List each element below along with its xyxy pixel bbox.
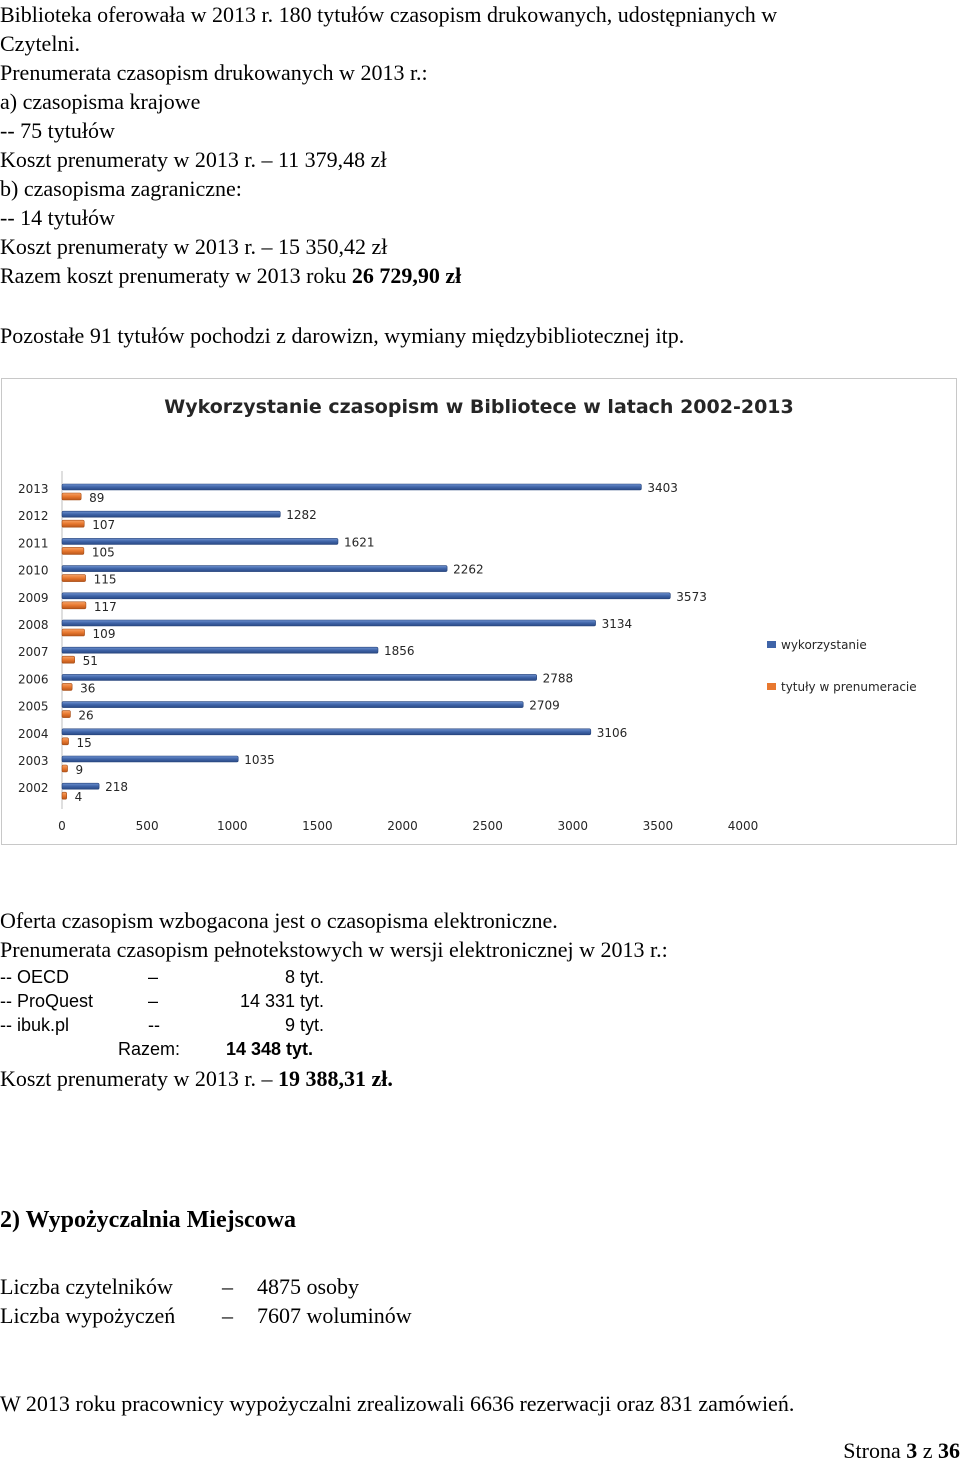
loans-sep: –: [222, 1303, 233, 1328]
y-tick-label: 2012: [18, 509, 49, 524]
data-label-wykorzystanie: 2788: [542, 671, 574, 686]
bar-wykorzystanie: [62, 593, 670, 599]
bar-tytuly: [62, 765, 68, 772]
eres-ibuk-value: 9 tyt.: [284, 1015, 324, 1035]
legend-label: wykorzystanie: [781, 638, 867, 652]
data-label-tytuly: 4: [74, 790, 83, 805]
footer-mid: z: [917, 1438, 938, 1463]
readers-value: 4875 osoby: [257, 1274, 360, 1299]
y-tick-label: 2013: [18, 482, 49, 496]
data-label-wykorzystanie: 1282: [286, 508, 317, 523]
bar-wykorzystanie: [62, 484, 641, 490]
total-cost-label: Razem koszt prenumeraty w 2013 roku: [0, 263, 352, 288]
intro-line-5: -- 75 tytułów: [0, 118, 115, 143]
data-label-tytuly: 89: [89, 491, 105, 505]
electronic-line-2: Prenumerata czasopism pełnotekstowych w wersji elektronicznej w 2013 r.:: [0, 937, 668, 962]
bar-wykorzystanie: [62, 783, 99, 789]
data-label-tytuly: 109: [92, 627, 116, 641]
footer-total: 36: [938, 1438, 960, 1463]
eres-ibuk-name: -- ibuk.pl: [0, 1015, 70, 1035]
electronic-cost-line: [0, 1064, 393, 1093]
intro-line-4: a) czasopisma krajowe: [0, 89, 201, 114]
data-label-tytuly: 107: [92, 518, 116, 533]
legend-label: tytuły w prenumeracie: [781, 680, 917, 694]
bar-tytuly: [62, 711, 70, 718]
data-label-wykorzystanie: 1035: [244, 753, 275, 767]
bar-tytuly: [62, 547, 84, 554]
bar-wykorzystanie: [62, 538, 338, 544]
data-label-tytuly: 9: [75, 763, 84, 777]
readers-label: Liczba czytelników: [0, 1274, 173, 1299]
bar-tytuly: [62, 493, 81, 500]
y-tick-label: 2009: [18, 590, 49, 605]
legend-swatch: [767, 641, 776, 648]
x-tick-label: 0: [58, 819, 66, 833]
x-tick-label: 1500: [302, 819, 333, 833]
x-tick-label: 3000: [557, 819, 589, 833]
x-tick-label: 2500: [472, 819, 503, 833]
bar-tytuly: [62, 520, 84, 527]
total-cost-value: 26 729,90 zł: [351, 263, 462, 288]
intro-line-7: b) czasopisma zagraniczne:: [0, 176, 242, 201]
bar-wykorzystanie: [62, 702, 523, 708]
intro-line-9: Koszt prenumeraty w 2013 r. – 15 350,42 zł: [0, 234, 388, 259]
bar-wykorzystanie: [62, 756, 238, 762]
y-tick-label: 2003: [18, 754, 49, 768]
data-label-wykorzystanie: 2262: [453, 562, 484, 577]
footer-page: 3: [906, 1438, 918, 1463]
data-label-wykorzystanie: 2709: [529, 698, 560, 713]
bar-wykorzystanie: [62, 729, 591, 735]
intro-line-2: Czytelni.: [0, 31, 81, 56]
intro-line-1: Biblioteka oferowała w 2013 r. 180 tytułów czasopism drukowanych, udostępnianych w: [0, 2, 778, 27]
data-label-wykorzystanie: 1856: [383, 644, 415, 659]
data-label-wykorzystanie: 3134: [601, 617, 633, 631]
intro-line-3: Prenumerata czasopism drukowanych w 2013 r.:: [0, 60, 428, 85]
x-tick-label: 500: [135, 819, 159, 833]
loans-label: Liczba wypożyczeń: [0, 1303, 176, 1328]
data-label-tytuly: 117: [93, 599, 117, 614]
y-tick-label: 2005: [18, 699, 49, 714]
footer-prefix: Strona: [843, 1438, 907, 1463]
data-label-wykorzystanie: 3573: [676, 589, 707, 604]
bar-wykorzystanie: [62, 674, 537, 680]
y-tick-label: 2002: [18, 781, 49, 796]
y-tick-label: 2007: [18, 645, 49, 660]
y-tick-label: 2008: [18, 618, 49, 632]
page-footer: [843, 1438, 960, 1464]
eres-total-value: 14 348 tyt.: [226, 1039, 314, 1059]
bar-wykorzystanie: [62, 511, 280, 517]
electronic-line-1: Oferta czasopism wzbogacona jest o czasopisma elektroniczne.: [0, 908, 558, 933]
eres-total-label: Razem:: [118, 1039, 181, 1059]
readers-sep: –: [222, 1274, 233, 1299]
data-label-tytuly: 115: [93, 572, 117, 587]
bar-tytuly: [62, 738, 69, 745]
eres-proquest-name: -- ProQuest: [0, 991, 94, 1011]
x-tick-label: 3500: [642, 819, 674, 833]
intro-line-11: Pozostałe 91 tytułów pochodzi z darowizn, wymiany międzybibliotecznej itp.: [0, 323, 685, 348]
bar-tytuly: [62, 683, 72, 690]
electronic-cost-label: Koszt prenumeraty w 2013 r. –: [0, 1066, 278, 1091]
intro-line-6: Koszt prenumeraty w 2013 r. – 11 379,48 zł: [0, 147, 387, 172]
chart-svg: [2, 379, 956, 844]
chart-title: Wykorzystanie czasopism w Bibliotece w latach 2002-2013: [164, 396, 794, 418]
x-tick-label: 4000: [727, 819, 759, 833]
intro-line-10: [0, 261, 461, 290]
y-tick-label: 2010: [18, 563, 49, 578]
bar-tytuly: [62, 602, 86, 609]
bar-wykorzystanie: [62, 620, 596, 626]
data-label-tytuly: 51: [82, 654, 98, 669]
data-label-tytuly: 15: [76, 735, 92, 750]
bar-tytuly: [62, 656, 75, 663]
y-tick-label: 2004: [18, 726, 49, 741]
bar-tytuly: [62, 792, 67, 799]
x-tick-label: 2000: [387, 819, 418, 833]
usage-chart: [1, 378, 957, 845]
bar-wykorzystanie: [62, 647, 378, 653]
data-label-wykorzystanie: 3403: [647, 481, 678, 495]
data-label-wykorzystanie: 1621: [343, 535, 375, 550]
legend-swatch: [767, 683, 776, 690]
eres-oecd-value: 8 tyt.: [284, 967, 324, 987]
eres-oecd-sep: –: [148, 967, 159, 987]
data-label-wykorzystanie: 218: [105, 780, 129, 795]
data-label-tytuly: 36: [80, 681, 96, 696]
bar-tytuly: [62, 629, 85, 636]
electronic-cost-value: 19 388,31 zł.: [278, 1066, 393, 1091]
x-tick-label: 1000: [216, 819, 248, 833]
section-heading: 2) Wypożyczalnia Miejscowa: [0, 1207, 296, 1233]
data-label-wykorzystanie: 3106: [596, 725, 628, 740]
data-label-tytuly: 105: [91, 545, 115, 560]
bar-tytuly: [62, 575, 86, 582]
loans-value: 7607 woluminów: [257, 1303, 412, 1328]
bar-wykorzystanie: [62, 566, 447, 572]
eres-ibuk-sep: --: [148, 1015, 160, 1035]
y-tick-label: 2006: [18, 672, 49, 687]
eres-proquest-value: 14 331 tyt.: [239, 991, 324, 1011]
intro-line-8: -- 14 tytułów: [0, 205, 115, 230]
reservations-note: W 2013 roku pracownicy wypożyczalni zrealizowali 6636 rezerwacji oraz 831 zamówień.: [0, 1391, 795, 1416]
eres-proquest-sep: –: [148, 991, 159, 1011]
y-tick-label: 2011: [18, 536, 49, 551]
eres-oecd-name: -- OECD: [0, 967, 69, 987]
data-label-tytuly: 26: [78, 708, 94, 723]
